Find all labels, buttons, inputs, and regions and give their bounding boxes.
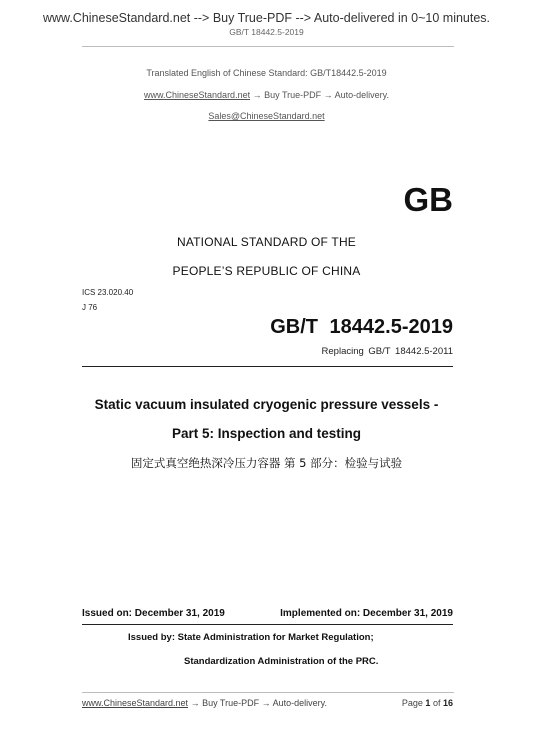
translated-note: Translated English of Chinese Standard: GB/T18442.5-2019: [146, 68, 387, 78]
title-english-line2: Part 5: Inspection and testing: [171, 426, 362, 441]
title-english-line1: Static vacuum insulated cryogenic pressure vessels -: [94, 397, 439, 412]
footer-site-link[interactable]: www.ChineseStandard.net: [82, 698, 189, 708]
page-indicator: [402, 698, 453, 708]
site-link[interactable]: www.ChineseStandard.net: [144, 90, 251, 100]
j-code: J 76: [82, 303, 98, 312]
top-banner: www.ChineseStandard.net --> Buy True-PDF --> Auto-delivered in 0~10 minutes.: [42, 11, 491, 25]
title-divider: [82, 366, 453, 367]
standard-number: GB/T 18442.5-2019: [270, 316, 453, 338]
gb-logo: GB: [403, 181, 453, 218]
buy-line: [0, 90, 533, 100]
header-divider: [82, 46, 454, 47]
buy-suffix: → Buy True-PDF → Auto-delivery.: [252, 90, 389, 100]
page-total: 16: [442, 698, 453, 708]
implemented-on-date: Implemented on: December 31, 2019: [280, 608, 453, 619]
footer-buy-suffix: → Buy True-PDF → Auto-delivery.: [190, 698, 327, 708]
national-standard-line1: NATIONAL STANDARD OF THE: [176, 235, 357, 249]
sales-email-link[interactable]: Sales@ChineseStandard.net: [208, 111, 325, 121]
national-standard-line2: PEOPLE’S REPUBLIC OF CHINA: [172, 264, 361, 278]
page-current: 1: [425, 698, 431, 708]
replacing-note: Replacing GB/T 18442.5-2011: [321, 346, 453, 357]
footer-buy-line: [82, 698, 327, 708]
dates-divider: [82, 624, 453, 625]
sales-line: [0, 111, 533, 121]
title-chinese: 固定式真空绝热深冷压力容器 第 5 部分：检验与试验: [130, 456, 403, 470]
issued-by-line2: Standardization Administration of the PRC.: [184, 656, 379, 667]
header-standard-code: GB/T 18442.5-2019: [229, 27, 304, 37]
footer-divider: [82, 692, 454, 693]
issued-on-date: Issued on: December 31, 2019: [82, 608, 225, 619]
page-label: Page: [401, 698, 423, 708]
of-label: of: [432, 698, 441, 708]
issued-by-line1: Issued by: State Administration for Market Regulation;: [128, 632, 374, 643]
ics-code: ICS 23.020.40: [82, 288, 134, 297]
